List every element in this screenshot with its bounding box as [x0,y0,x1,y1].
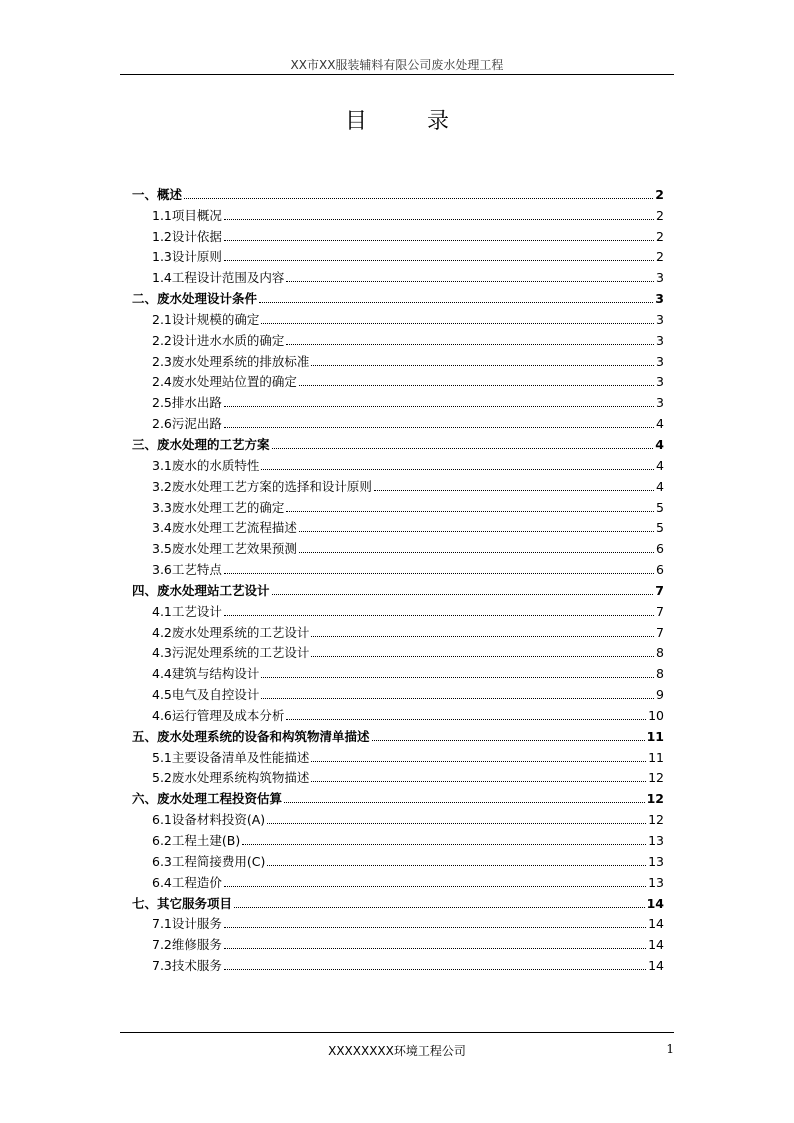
toc-section-entry[interactable] [132,306,664,327]
toc-entry-label: 3.5废水处理工艺效果预测 [152,541,297,557]
dot-leader [267,823,646,824]
toc-entry-label: 4.6运行管理及成本分析 [152,707,285,723]
toc-section-entry[interactable] [132,681,664,702]
toc-entry-label: 7.3技术服务 [152,958,222,974]
toc-entry-page: 6 [656,541,664,557]
dot-leader [184,198,653,199]
footer-page-number: 1 [666,1042,674,1056]
dot-leader [286,719,646,720]
toc-entry-label: 2.3废水处理系统的排放标准 [152,353,310,369]
toc-entry-page: 12 [646,791,664,807]
toc-section-entry[interactable] [132,535,664,556]
toc-entry-page: 7 [656,603,664,619]
toc-entry-label: 2.5排水出路 [152,395,222,411]
toc-section-entry[interactable] [132,911,664,932]
toc-entry-page: 4 [655,436,664,452]
toc-entry-label: 2.6污泥出路 [152,416,222,432]
toc-entry-label: 5.2废水处理系统构筑物描述 [152,770,310,786]
toc-entry-label: 6.2工程土建(B) [152,833,241,848]
toc-entry-page: 2 [656,249,664,265]
toc-entry-label: 3.4废水处理工艺流程描述 [152,520,297,536]
toc-entry-label: 6.3工程简接费用(C) [152,853,266,869]
toc-section-entry[interactable] [132,452,664,473]
toc-entry-label: 4.1工艺设计 [152,603,222,619]
toc-entry-label: 4.5电气及自控设计 [152,687,260,703]
toc-section-entry[interactable] [132,619,664,640]
toc-entry-page: 4 [656,478,664,494]
toc-entry-label: 3.2废水处理工艺方案的选择和设计原则 [152,478,372,494]
toc-entry-page: 3 [656,374,664,390]
dot-leader [259,302,653,303]
toc-section-entry[interactable] [132,660,664,681]
dot-leader [311,656,654,657]
toc-entry-page: 13 [648,833,664,848]
toc-entry-label: 一、概述 [132,186,183,202]
dot-leader [224,406,654,407]
dot-leader [224,615,654,616]
toc-entry-label: 三、废水处理的工艺方案 [132,436,270,452]
toc-entry-page: 8 [656,666,664,682]
toc-entry-page: 2 [656,228,664,244]
toc-entry-page: 8 [656,645,664,661]
toc-entry-page: 9 [656,687,664,703]
dot-leader [224,427,654,428]
toc-entry-label: 3.1废水的水质特性 [152,457,260,473]
toc-entry-label: 3.3废水处理工艺的确定 [152,499,285,515]
toc-entry-label: 1.4工程设计范围及内容 [152,270,285,286]
toc-section-entry[interactable] [132,556,664,577]
dot-leader [224,948,646,949]
toc-section-entry[interactable] [132,327,664,348]
dot-leader [242,844,646,845]
toc-chapter-entry[interactable] [132,577,664,598]
toc-chapter-entry[interactable] [132,723,664,744]
toc-entry-page: 3 [656,395,664,411]
footer-rule [120,1032,674,1033]
toc-section-entry[interactable] [132,744,664,765]
dot-leader [272,448,654,449]
toc-entry-page: 5 [656,520,664,536]
toc-entry-label: 二、废水处理设计条件 [132,291,258,307]
dot-leader [284,802,645,803]
toc-section-entry[interactable] [132,410,664,431]
dot-leader [311,636,654,637]
toc-section-entry[interactable] [132,869,664,890]
dot-leader [267,865,646,866]
toc-section-entry[interactable] [132,640,664,661]
toc-entry-label: 4.4建筑与结构设计 [152,666,260,682]
toc-section-entry[interactable] [132,223,664,244]
dot-leader [311,365,654,366]
toc-entry-label: 1.2设计依据 [152,228,222,244]
dot-leader [311,781,646,782]
toc-entry-page: 3 [656,332,664,348]
dot-leader [374,490,654,491]
toc-entry-label: 四、废水处理站工艺设计 [132,582,270,598]
toc-chapter-entry[interactable] [132,181,664,202]
dot-leader [272,594,654,595]
toc-entry-page: 14 [646,895,664,911]
footer-company: XXXXXXXX环境工程公司 [328,1044,466,1058]
toc-section-entry[interactable] [132,494,664,515]
toc-chapter-entry[interactable] [132,785,664,806]
toc-entry-page: 14 [648,916,664,932]
toc-section-entry[interactable] [132,515,664,536]
toc-chapter-entry[interactable] [132,431,664,452]
table-of-contents [132,181,664,973]
toc-entry-page: 4 [656,416,664,432]
toc-entry-label: 6.4工程造价 [152,874,222,890]
dot-leader [311,761,646,762]
toc-chapter-entry[interactable] [132,890,664,911]
toc-section-entry[interactable] [132,389,664,410]
dot-leader [224,969,646,970]
toc-entry-page: 11 [648,749,664,765]
dot-leader [224,886,646,887]
toc-section-entry[interactable] [132,806,664,827]
dot-leader [286,511,654,512]
toc-entry-label: 2.1设计规模的确定 [152,311,260,327]
toc-section-entry[interactable] [132,952,664,973]
dot-leader [261,677,654,678]
toc-entry-page: 7 [656,624,664,640]
dot-leader [286,281,654,282]
toc-entry-page: 14 [648,937,664,953]
toc-entry-page: 12 [648,770,664,786]
dot-leader [261,698,654,699]
toc-entry-page: 6 [656,562,664,578]
toc-entry-label: 五、废水处理系统的设备和构筑物清单描述 [132,728,370,744]
toc-section-entry[interactable] [132,827,664,848]
dot-leader [234,907,645,908]
dot-leader [299,552,654,553]
toc-entry-label: 2.4废水处理站位置的确定 [152,374,297,390]
toc-entry-label: 3.6工艺特点 [152,562,222,578]
toc-section-entry[interactable] [132,765,664,786]
toc-entry-label: 2.2设计进水水质的确定 [152,332,285,348]
page-header: XX市XX服装辅料有限公司废水处理工程 [290,58,504,72]
toc-section-entry[interactable] [132,369,664,390]
toc-entry-page: 13 [648,853,664,869]
toc-section-entry[interactable] [132,702,664,723]
header-rule [120,74,674,75]
dot-leader [224,260,654,261]
toc-entry-label: 4.2废水处理系统的工艺设计 [152,624,310,640]
toc-entry-label: 6.1设备材料投资(A) [152,812,266,828]
toc-entry-page: 4 [656,457,664,473]
dot-leader [224,927,646,928]
toc-entry-page: 3 [656,270,664,286]
toc-section-entry[interactable] [132,473,664,494]
toc-section-entry[interactable] [132,848,664,869]
dot-leader [224,240,654,241]
toc-entry-label: 7.2维修服务 [152,937,222,953]
toc-chapter-entry[interactable] [132,285,664,306]
toc-entry-page: 10 [648,707,664,723]
dot-leader [261,469,654,470]
toc-entry-label: 4.3污泥处理系统的工艺设计 [152,645,310,661]
toc-entry-label: 7.1设计服务 [152,916,222,932]
toc-section-entry[interactable] [132,348,664,369]
toc-entry-label: 1.1项目概况 [152,207,222,223]
toc-section-entry[interactable] [132,202,664,223]
dot-leader [372,740,645,741]
toc-title: 目录 [344,109,509,134]
toc-entry-label: 1.3设计原则 [152,249,222,265]
toc-entry-page: 5 [656,499,664,515]
toc-entry-page: 3 [656,311,664,327]
toc-entry-label: 5.1主要设备清单及性能描述 [152,749,310,765]
toc-entry-label: 六、废水处理工程投资估算 [132,791,283,807]
toc-entry-page: 12 [648,812,664,828]
dot-leader [224,219,654,220]
dot-leader [224,573,654,574]
toc-entry-page: 2 [656,207,664,223]
toc-section-entry[interactable] [132,244,664,265]
toc-entry-page: 7 [655,582,664,598]
dot-leader [299,385,654,386]
toc-entry-page: 3 [655,291,664,307]
dot-leader [286,344,654,345]
toc-entry-label: 七、其它服务项目 [132,895,233,911]
toc-section-entry[interactable] [132,598,664,619]
toc-entry-page: 13 [648,874,664,890]
toc-entry-page: 11 [646,728,664,744]
toc-section-entry[interactable] [132,264,664,285]
toc-entry-page: 2 [655,186,664,202]
toc-entry-page: 3 [656,353,664,369]
dot-leader [299,531,654,532]
dot-leader [261,323,654,324]
toc-entry-page: 14 [648,958,664,974]
toc-section-entry[interactable] [132,931,664,952]
